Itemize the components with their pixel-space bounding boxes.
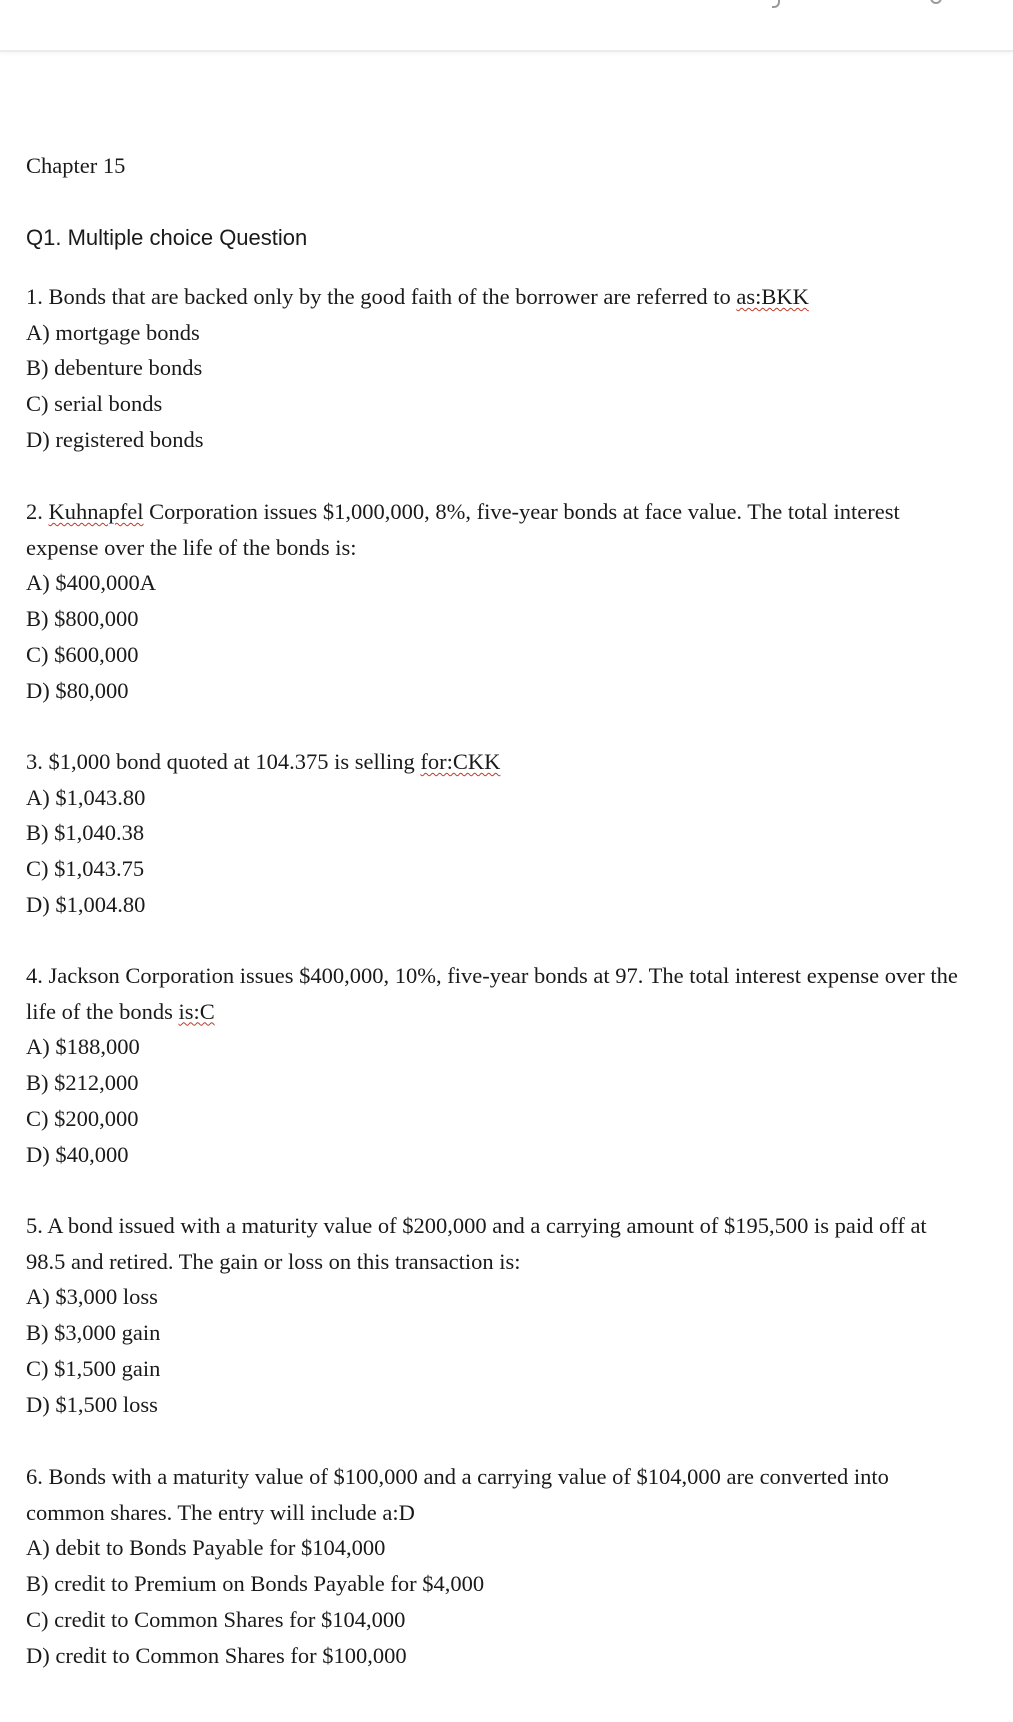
viewer-toolbar [0,0,1013,52]
question-text [26,958,966,1029]
toolbar-icon-partial[interactable] [930,0,942,4]
question-text-main: Corporation issues $1,000,000, 8%, five-year bonds at face value. The total interest expense over the life of the bonds is: [26,499,900,560]
question-2 [26,494,966,708]
question-text: 6. Bonds with a maturity value of $100,000 and a carrying value of $104,000 are converted into common shares. The entry will include a:D [26,1464,889,1525]
answer-option: C) $200,000 [26,1105,139,1131]
question-5 [26,1208,966,1422]
answer-option: B) $1,040.38 [26,820,145,846]
question-text-main: 1. Bonds that are backed only by the good faith of the borrower are referred to [26,284,737,309]
question-number: 2. [26,499,49,524]
answer-option: D) $80,000 [26,677,129,703]
question-3 [26,744,966,923]
answer-option: C) $600,000 [26,641,139,667]
company-name-mark: Kuhnapfel [48,499,144,524]
question-answer-mark: for:CKK [420,749,501,774]
answer-option: A) mortgage bonds [26,319,200,345]
toolbar-icon-partial[interactable] [772,0,780,8]
question-text-main: 4. Jackson Corporation issues $400,000, 10%, five-year bonds at 97. The total interest expense over the life of the bonds [26,963,958,1024]
answer-option: B) $800,000 [26,606,139,632]
answer-option: A) $188,000 [26,1034,140,1060]
answer-option: A) $400,000A [26,570,156,596]
answer-option: A) $1,043.80 [26,784,146,810]
answer-option: B) credit to Premium on Bonds Payable for $4,000 [26,1571,485,1597]
answer-option: A) debit to Bonds Payable for $104,000 [26,1535,386,1561]
answer-option: D) credit to Common Shares for $100,000 [26,1642,407,1668]
question-4 [26,958,966,1172]
answer-option: D) $40,000 [26,1141,129,1167]
question-text [26,744,966,780]
answer-option: D) $1,500 loss [26,1391,158,1417]
question-text [26,279,966,315]
chapter-heading: Chapter 15 [26,153,126,178]
answer-option: B) debenture bonds [26,355,203,381]
question-1 [26,279,966,458]
answer-option: C) credit to Common Shares for $104,000 [26,1606,406,1632]
section-title: Q1. Multiple choice Question [26,225,308,250]
question-6 [26,1459,966,1673]
answer-option: A) $3,000 loss [26,1284,158,1310]
answer-option: D) $1,004.80 [26,891,146,917]
answer-option: B) $212,000 [26,1070,139,1096]
answer-option: C) serial bonds [26,391,163,417]
answer-option: B) $3,000 gain [26,1320,161,1346]
answer-option: C) $1,043.75 [26,856,145,882]
question-text: 5. A bond issued with a maturity value of $200,000 and a carrying amount of $195,500 is paid off at 98.5 and retired. The gain or loss on this transaction is: [26,1213,927,1274]
question-text [26,494,966,565]
answer-option: D) registered bonds [26,426,204,452]
question-answer-mark: is:C [178,998,215,1024]
question-answer-mark: as:BKK [736,284,809,309]
question-text-main: 3. $1,000 bond quoted at 104.375 is selling [26,749,421,774]
answer-option: C) $1,500 gain [26,1355,161,1381]
